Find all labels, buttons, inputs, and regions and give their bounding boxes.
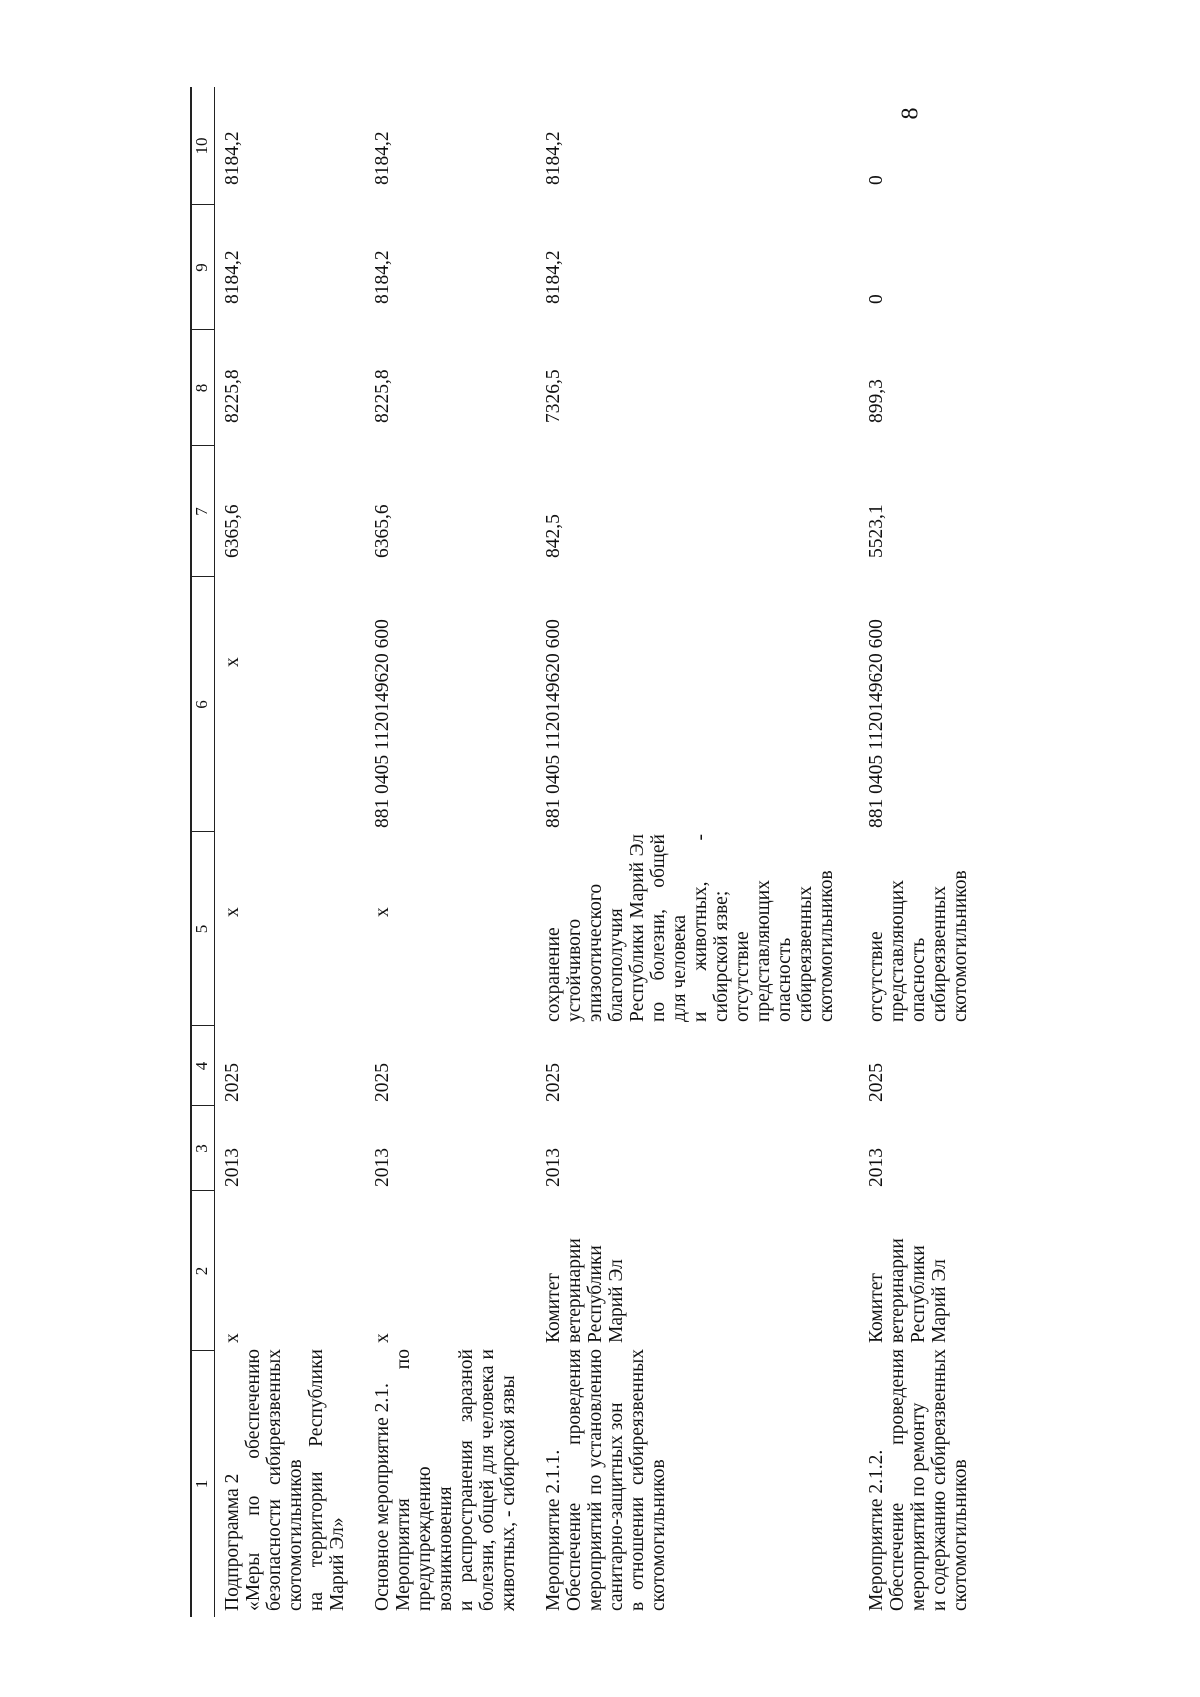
row-1-end-year: 2025 bbox=[222, 1063, 243, 1102]
row-3-col8: 7326,5 bbox=[543, 369, 564, 423]
row-4-col7: 5523,1 bbox=[866, 504, 887, 558]
row-3-line: в отношении сибиреязвенных скотомогильников bbox=[627, 1349, 669, 1611]
row-4-executor: Комитет ветеринарии Республики Марий Эл bbox=[866, 1238, 950, 1343]
row-1-col9: 8184,2 bbox=[222, 250, 243, 304]
row-1-col10: 8184,2 bbox=[222, 131, 243, 185]
row-1-budget-code: x bbox=[222, 657, 243, 667]
row-4-budget-code: 881 0405 1120149620 600 bbox=[866, 619, 887, 828]
header-col-7: 7 bbox=[192, 507, 211, 516]
row-1-col7: 6365,6 bbox=[222, 504, 243, 558]
row-3-col7: 842,5 bbox=[543, 514, 564, 558]
header-col-6: 6 bbox=[192, 700, 211, 709]
row-2-line: Мероприятия по предупреждению возникновения bbox=[393, 1349, 456, 1611]
row-4-line: и содержанию сибиреязвенных скотомогильников bbox=[929, 1349, 971, 1611]
row-1-line: «Меры по обеспечению безопасности сибиреязвенных скотомогильников bbox=[243, 1349, 306, 1611]
row-3-start-year: 2013 bbox=[543, 1148, 564, 1187]
row-2-budget-code: 881 0405 1120149620 600 bbox=[372, 619, 393, 828]
row-1-start-year: 2013 bbox=[222, 1148, 243, 1187]
row-4-col8: 899,3 bbox=[866, 379, 887, 423]
page-number: 8 bbox=[897, 107, 924, 120]
header-col-8: 8 bbox=[192, 383, 211, 393]
row-4-col9: 0 bbox=[866, 294, 887, 304]
header-col-2: 2 bbox=[192, 1266, 211, 1276]
row-2-start-year: 2013 bbox=[372, 1148, 393, 1187]
row-4-line: Мероприятие 2.1.2. bbox=[866, 1449, 887, 1611]
row-1-executor: x bbox=[222, 1333, 243, 1343]
row-1-line: Подпрограмма 2 bbox=[222, 1473, 243, 1611]
row-1-col8: 8225,8 bbox=[222, 369, 243, 423]
row-3-result-line: сохранение устойчивого эпизоотического благополучия Республики Марий Эл по болезни, общей для человека bbox=[543, 834, 690, 1022]
row-3-executor: Комитет ветеринарии Республики Марий Эл bbox=[543, 1238, 627, 1343]
header-col-10: 10 bbox=[192, 137, 211, 155]
row-3-line: Мероприятие 2.1.1. bbox=[543, 1449, 564, 1611]
header-col-1: 1 bbox=[192, 1479, 211, 1489]
row-4-result bbox=[866, 870, 971, 1022]
row-1-line: на территории Республики Марий Эл» bbox=[306, 1349, 348, 1611]
row-2-program-name bbox=[372, 1349, 519, 1611]
row-2-col7: 6365,6 bbox=[372, 504, 393, 558]
row-3-result-line: отсутствие представляющих опасность сибиреязвенных скотомогильников bbox=[732, 870, 837, 1022]
row-3-line: Обеспечение проведения мероприятий по установлению санитарно-защитных зон bbox=[564, 1349, 627, 1611]
row-4-col10: 0 bbox=[866, 175, 887, 185]
row-4-end-year: 2025 bbox=[866, 1063, 887, 1102]
row-3-result-line: и животных, - сибирской язве; bbox=[690, 834, 732, 1022]
row-2-col9: 8184,2 bbox=[372, 250, 393, 304]
header-col-9: 9 bbox=[192, 263, 211, 272]
row-4-line: Обеспечение проведения мероприятий по ремонту bbox=[887, 1349, 929, 1611]
table-header-rule bbox=[214, 87, 215, 1617]
row-3-col9: 8184,2 bbox=[543, 250, 564, 304]
row-3-end-year: 2025 bbox=[543, 1063, 564, 1102]
header-col-4: 4 bbox=[192, 1061, 211, 1071]
row-4-program-name bbox=[866, 1349, 971, 1611]
header-col-3: 3 bbox=[192, 1144, 211, 1153]
row-2-end-year: 2025 bbox=[372, 1063, 393, 1102]
row-2-executor: x bbox=[372, 1333, 393, 1343]
row-3-budget-code: 881 0405 1120149620 600 bbox=[543, 619, 564, 828]
row-3-result bbox=[543, 834, 837, 1022]
row-4-start-year: 2013 bbox=[866, 1148, 887, 1187]
budget-table bbox=[190, 87, 1090, 1617]
row-1-result: x bbox=[222, 907, 243, 917]
row-3-col10: 8184,2 bbox=[543, 131, 564, 185]
row-2-line: Основное мероприятие 2.1. bbox=[372, 1383, 393, 1611]
row-2-result: x bbox=[372, 907, 393, 917]
row-2-col8: 8225,8 bbox=[372, 369, 393, 423]
header-col-5: 5 bbox=[192, 924, 211, 934]
row-2-col10: 8184,2 bbox=[372, 131, 393, 185]
row-4-result-line: отсутствие представляющих опасность сибиреязвенных скотомогильников bbox=[866, 870, 971, 1022]
row-1-program-name bbox=[222, 1349, 348, 1611]
row-3-program-name bbox=[543, 1349, 669, 1611]
row-2-line: и распространения заразной болезни, общей для человека и животных, - сибирской язвы bbox=[456, 1349, 519, 1611]
